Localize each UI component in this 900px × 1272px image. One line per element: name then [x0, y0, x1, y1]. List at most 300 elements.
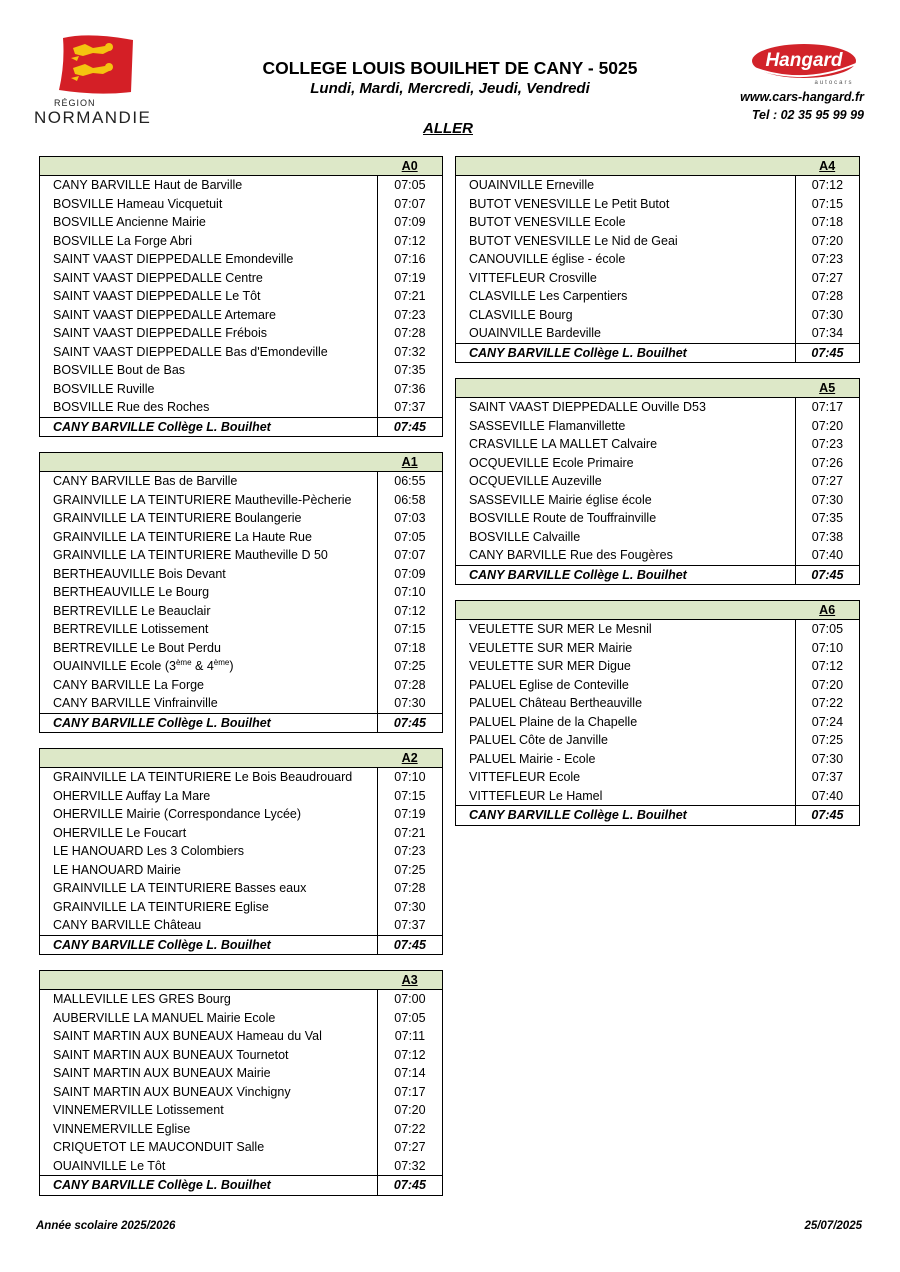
stop-name — [456, 546, 796, 565]
stop-name-text: GRAINVILLE LA TEINTURIERE Mautheville D 50 — [53, 548, 328, 562]
stop-time: 07:35 — [377, 361, 442, 380]
stop-name-text: SAINT VAAST DIEPPEDALLE Emondeville — [53, 252, 294, 266]
stop-name — [40, 620, 378, 639]
stop-time: 07:34 — [795, 324, 859, 343]
stop-time: 07:10 — [377, 768, 442, 787]
stop-row — [40, 898, 443, 917]
stop-time: 07:28 — [377, 879, 442, 898]
stop-row — [40, 676, 443, 695]
stop-row — [40, 694, 443, 713]
stop-row — [456, 491, 860, 510]
stop-name-text: PALUEL Château Bertheauville — [469, 696, 643, 710]
stop-row — [456, 232, 860, 251]
stop-name — [40, 380, 378, 399]
route-table-a4 — [455, 156, 860, 363]
phone-number: Tel : 02 35 95 99 99 — [751, 108, 864, 122]
stop-time: 07:25 — [377, 861, 442, 880]
stop-name-text: BOSVILLE Ruville — [53, 381, 155, 396]
stop-name-text: CANY BARVILLE Bas de Barville — [53, 474, 238, 488]
stop-row — [40, 491, 443, 510]
stop-name — [456, 639, 796, 658]
stop-name — [40, 1046, 378, 1065]
stop-time: 07:19 — [377, 805, 442, 824]
stop-row — [40, 620, 443, 639]
stop-name — [40, 1083, 378, 1102]
stop-row — [456, 676, 860, 695]
stop-time: 07:15 — [795, 195, 859, 214]
stop-row — [40, 361, 443, 380]
stop-name-text: VINNEMERVILLE Lotissement — [53, 1103, 224, 1117]
stop-name — [40, 805, 378, 824]
final-stop-name: CANY BARVILLE Collège L. Bouilhet — [40, 1176, 378, 1196]
stop-time: 07:15 — [377, 787, 442, 806]
stop-name — [456, 176, 796, 195]
stop-time: 07:14 — [377, 1064, 442, 1083]
stop-name-text: PALUEL Plaine de la Chapelle — [469, 714, 638, 729]
stop-row — [40, 1027, 443, 1046]
stop-time: 07:21 — [377, 287, 442, 306]
stop-time: 07:24 — [795, 713, 859, 732]
page-title: COLLEGE LOUIS BOUILHET DE CANY - 5025 — [262, 58, 638, 78]
stop-name — [40, 324, 378, 343]
stop-name — [40, 694, 378, 713]
stop-name — [456, 694, 796, 713]
stop-row — [456, 250, 860, 269]
stop-name-text: MALLEVILLE LES GRES Bourg — [53, 992, 231, 1006]
stop-name — [456, 232, 796, 251]
stop-name — [40, 676, 378, 695]
stop-time: 07:17 — [377, 1083, 442, 1102]
stop-row — [40, 269, 443, 288]
stop-row — [456, 398, 860, 417]
website-link[interactable]: www.cars-hangard.fr — [740, 90, 864, 104]
stop-row — [40, 879, 443, 898]
stop-name — [40, 1138, 378, 1157]
stop-time: 07:37 — [377, 398, 442, 417]
stop-row — [456, 713, 860, 732]
stop-name-text: AUBERVILLE LA MANUEL Mairie Ecole — [53, 1010, 276, 1025]
stop-name — [456, 750, 796, 769]
stop-name-text: GRAINVILLE LA TEINTURIERE Le Bois Beaudrouard — [53, 770, 353, 784]
stop-name — [40, 824, 378, 843]
stop-name — [456, 528, 796, 547]
stop-time: 07:18 — [795, 213, 859, 232]
stop-name-text: BERTREVILLE Le Beauclair — [53, 603, 211, 618]
stop-name-text: LE HANOUARD Les 3 Colombiers — [53, 844, 245, 858]
stop-name-text: BUTOT VENESVILLE Le Petit Butot — [469, 196, 670, 211]
stop-row — [456, 195, 860, 214]
stop-name-text: VITTEFLEUR Ecole — [469, 770, 581, 784]
stop-name-text: BERTHEAUVILLE Le Bourg — [53, 585, 210, 599]
stop-name-text: PALUEL Côte de Janville — [469, 733, 608, 747]
stop-name — [40, 879, 378, 898]
stop-name-text: GRAINVILLE LA TEINTURIERE Mautheville-Pècherie — [53, 492, 352, 507]
stop-time: 07:00 — [377, 990, 442, 1009]
stop-name — [40, 1120, 378, 1139]
hangard-logo-icon — [748, 40, 860, 86]
stop-row — [40, 528, 443, 547]
stop-name-text: BOSVILLE Ancienne Mairie — [53, 215, 206, 229]
stop-row — [40, 1064, 443, 1083]
region-label: RÉGION — [54, 98, 96, 108]
stop-name — [40, 287, 378, 306]
stop-name-text: SAINT VAAST DIEPPEDALLE Artemare — [53, 307, 277, 322]
document-date: 25/07/2025 — [804, 1220, 862, 1232]
stop-name-text: BOSVILLE Hameau Vicquetuit — [53, 196, 223, 211]
stop-name-text: SAINT VAAST DIEPPEDALLE Ouville D53 — [469, 400, 706, 414]
stop-name — [40, 398, 378, 417]
stop-name-text: CANY BARVILLE Vinfrainville — [53, 696, 218, 710]
stop-row — [40, 306, 443, 325]
final-stop-row — [40, 713, 443, 733]
stop-row — [40, 787, 443, 806]
stop-time: 07:30 — [795, 491, 859, 510]
stop-name-text: BERTREVILLE Le Bout Perdu — [53, 640, 221, 655]
stop-time: 07:05 — [377, 1009, 442, 1028]
stop-name-text: CLASVILLE Les Carpentiers — [469, 289, 628, 303]
stop-name — [40, 1064, 378, 1083]
stop-time: 07:15 — [377, 620, 442, 639]
stop-name-text: OUAINVILLE Ecole (3 — [53, 659, 176, 673]
stop-time: 07:05 — [377, 528, 442, 547]
stop-name-text: OCQUEVILLE Ecole Primaire — [469, 455, 634, 470]
stop-row — [456, 176, 860, 195]
stop-name-text: CANY BARVILLE La Forge — [53, 677, 205, 692]
route-code: A4 — [795, 157, 859, 176]
stop-name — [40, 1009, 378, 1028]
stop-time: 07:23 — [377, 842, 442, 861]
stop-name-text: CRIQUETOT LE MAUCONDUIT Salle — [53, 1140, 265, 1154]
stop-name — [456, 454, 796, 473]
stop-name-text: OHERVILLE Auffay La Mare — [53, 788, 211, 803]
stop-row — [456, 787, 860, 806]
stop-row — [456, 528, 860, 547]
stop-name — [40, 213, 378, 232]
stop-time: 07:23 — [377, 306, 442, 325]
stop-row — [456, 546, 860, 565]
stop-name-text: GRAINVILLE LA TEINTURIERE Eglise — [53, 899, 269, 914]
stop-name — [40, 842, 378, 861]
stop-name-text: CANY BARVILLE Château — [53, 918, 202, 932]
final-stop-row — [456, 343, 860, 363]
stop-name — [40, 176, 378, 195]
stop-time: 07:30 — [795, 750, 859, 769]
stop-name-text: GRAINVILLE LA TEINTURIERE La Haute Rue — [53, 529, 312, 544]
route-header — [40, 749, 443, 768]
hangard-brand-text: Hangard — [765, 50, 843, 71]
stop-name-text: ) — [229, 659, 234, 673]
stop-name-text: SAINT MARTIN AUX BUNEAUX Hameau du Val — [53, 1029, 322, 1043]
stop-row — [40, 990, 443, 1009]
final-stop-time: 07:45 — [377, 713, 442, 733]
stop-time: 07:21 — [377, 824, 442, 843]
final-stop-row — [40, 1176, 443, 1196]
stop-name — [456, 417, 796, 436]
stop-name — [40, 639, 378, 658]
stop-name — [456, 213, 796, 232]
stop-time: 07:07 — [377, 195, 442, 214]
stop-row — [40, 639, 443, 658]
stop-name — [40, 602, 378, 621]
stop-name-text: SASSEVILLE Flamanvillette — [469, 418, 626, 433]
route-header — [456, 379, 860, 398]
stop-row — [40, 213, 443, 232]
final-stop-time: 07:45 — [377, 935, 442, 955]
stop-name — [456, 269, 796, 288]
stop-name-text: CRASVILLE LA MALLET Calvaire — [469, 437, 658, 451]
stop-time: 07:17 — [795, 398, 859, 417]
stop-row — [456, 324, 860, 343]
stop-row — [40, 287, 443, 306]
stop-row — [40, 1157, 443, 1176]
stop-time: 07:19 — [377, 269, 442, 288]
superscript: ème — [213, 658, 230, 667]
route-table-a1 — [39, 452, 443, 733]
stop-name — [456, 435, 796, 454]
stop-time: 07:05 — [795, 620, 859, 639]
stop-name-text: VITTEFLEUR Le Hamel — [469, 788, 603, 803]
stop-time: 07:12 — [795, 176, 859, 195]
stop-row — [456, 287, 860, 306]
stop-time: 07:20 — [377, 1101, 442, 1120]
route-table-a6 — [455, 600, 860, 826]
stop-name-text: BERTHEAUVILLE Bois Devant — [53, 566, 226, 581]
stop-time: 06:55 — [377, 472, 442, 491]
stop-time: 07:23 — [795, 435, 859, 454]
final-stop-time: 07:45 — [795, 565, 859, 585]
stop-time: 07:28 — [795, 287, 859, 306]
stop-row — [456, 731, 860, 750]
route-code: A3 — [377, 971, 442, 990]
stop-time: 07:26 — [795, 454, 859, 473]
stop-row — [456, 657, 860, 676]
stop-name-text: CANY BARVILLE Rue des Fougères — [469, 548, 673, 562]
final-stop-time: 07:45 — [795, 343, 859, 363]
stop-name-text: BUTOT VENESVILLE Ecole — [469, 215, 626, 229]
route-header — [40, 453, 443, 472]
stop-name — [40, 232, 378, 251]
stop-name-text: SAINT VAAST DIEPPEDALLE Bas d'Emondeville — [53, 344, 328, 359]
stop-row — [40, 1009, 443, 1028]
stop-name-text: OUAINVILLE Erneville — [469, 178, 595, 192]
route-code: A2 — [377, 749, 442, 768]
stop-time: 07:27 — [795, 269, 859, 288]
stop-time: 07:07 — [377, 546, 442, 565]
stop-time: 07:12 — [377, 602, 442, 621]
stop-time: 07:32 — [377, 343, 442, 362]
final-stop-row — [456, 806, 860, 826]
final-stop-row — [40, 417, 443, 437]
stop-name — [40, 343, 378, 362]
stop-name — [40, 898, 378, 917]
stop-name — [40, 657, 378, 676]
stop-time: 07:22 — [795, 694, 859, 713]
stop-name — [40, 546, 378, 565]
stop-name-text: SASSEVILLE Mairie église école — [469, 492, 652, 507]
stop-row — [40, 1138, 443, 1157]
stop-name — [40, 990, 378, 1009]
stop-name — [40, 768, 378, 787]
final-stop-name: CANY BARVILLE Collège L. Bouilhet — [456, 565, 796, 585]
stop-row — [456, 213, 860, 232]
stop-row — [40, 768, 443, 787]
stop-row — [40, 842, 443, 861]
stop-name — [40, 787, 378, 806]
final-stop-row — [456, 565, 860, 585]
stop-name — [456, 509, 796, 528]
final-stop-name: CANY BARVILLE Collège L. Bouilhet — [40, 713, 378, 733]
stop-time: 07:12 — [377, 1046, 442, 1065]
stop-name — [456, 787, 796, 806]
stop-time: 07:30 — [377, 898, 442, 917]
stop-row — [456, 750, 860, 769]
stop-time: 07:32 — [377, 1157, 442, 1176]
stop-name-text: SAINT VAAST DIEPPEDALLE Le Tôt — [53, 289, 261, 303]
stop-time: 07:10 — [795, 639, 859, 658]
stop-name — [456, 250, 796, 269]
stop-name-text: LE HANOUARD Mairie — [53, 862, 181, 877]
route-code: A0 — [377, 157, 442, 176]
stop-name-text: VITTEFLEUR Crosville — [469, 270, 597, 285]
stop-row — [456, 509, 860, 528]
title-block — [200, 58, 700, 97]
stop-name-text: SAINT VAAST DIEPPEDALLE Centre — [53, 270, 263, 285]
region-normandie-logo — [34, 34, 154, 126]
stop-time: 07:20 — [795, 676, 859, 695]
stop-name-text: OHERVILLE Le Foucart — [53, 825, 187, 840]
stop-name — [40, 361, 378, 380]
stop-name — [40, 269, 378, 288]
direction-label: ALLER — [423, 120, 473, 137]
stop-time: 07:40 — [795, 787, 859, 806]
stop-time: 07:12 — [377, 232, 442, 251]
stop-time: 07:35 — [795, 509, 859, 528]
stop-name-text: OUAINVILLE Bardeville — [469, 326, 602, 340]
superscript: ème — [175, 658, 192, 667]
stop-time: 07:20 — [795, 232, 859, 251]
stop-time: 07:30 — [377, 694, 442, 713]
final-stop-name: CANY BARVILLE Collège L. Bouilhet — [40, 935, 378, 955]
stop-name-text: OHERVILLE Mairie (Correspondance Lycée) — [53, 807, 302, 821]
stop-name-text: BOSVILLE Bout de Bas — [53, 363, 186, 377]
stop-row — [40, 250, 443, 269]
stop-name — [456, 676, 796, 695]
stop-name-text: GRAINVILLE LA TEINTURIERE Basses eaux — [53, 881, 307, 895]
stop-time: 07:37 — [795, 768, 859, 787]
stop-row — [456, 639, 860, 658]
stop-name — [40, 472, 378, 491]
stop-name-text: OCQUEVILLE Auzeville — [469, 474, 602, 488]
stop-name — [40, 491, 378, 510]
stop-name-text: CLASVILLE Bourg — [469, 307, 573, 322]
stop-time: 07:27 — [795, 472, 859, 491]
final-stop-row — [40, 935, 443, 955]
route-code: A5 — [795, 379, 859, 398]
stop-row — [40, 1120, 443, 1139]
stop-name-text: PALUEL Mairie - Ecole — [469, 751, 596, 766]
stop-row — [40, 324, 443, 343]
stop-name — [40, 1157, 378, 1176]
stop-time: 07:12 — [795, 657, 859, 676]
stop-name-text: VEULETTE SUR MER Mairie — [469, 640, 633, 655]
route-table-a0 — [39, 156, 443, 437]
stop-time: 07:09 — [377, 565, 442, 584]
stop-name-text: BERTREVILLE Lotissement — [53, 622, 209, 636]
stop-row — [456, 620, 860, 639]
stop-time: 07:22 — [377, 1120, 442, 1139]
stop-time: 07:10 — [377, 583, 442, 602]
stop-name-text: & 4 — [191, 659, 214, 673]
final-stop-time: 07:45 — [377, 1176, 442, 1196]
stop-row — [40, 805, 443, 824]
stop-name — [456, 398, 796, 417]
stop-row — [40, 602, 443, 621]
stop-name-text: SAINT VAAST DIEPPEDALLE Frébois — [53, 326, 267, 340]
stop-name — [40, 306, 378, 325]
stop-row — [40, 343, 443, 362]
stop-time: 07:37 — [377, 916, 442, 935]
stop-name-text: BOSVILLE Calvaille — [469, 529, 581, 544]
stop-row — [456, 417, 860, 436]
final-stop-time: 07:45 — [795, 806, 859, 826]
stop-time: 07:11 — [377, 1027, 442, 1046]
stop-name — [456, 287, 796, 306]
stop-time: 07:40 — [795, 546, 859, 565]
stop-name-text: VINNEMERVILLE Eglise — [53, 1121, 191, 1136]
stop-name — [456, 731, 796, 750]
stop-time: 07:16 — [377, 250, 442, 269]
stop-row — [40, 232, 443, 251]
stop-name-text: SAINT MARTIN AUX BUNEAUX Tournetot — [53, 1047, 289, 1062]
stop-row — [40, 1046, 443, 1065]
stop-row — [40, 195, 443, 214]
stop-name-text: SAINT MARTIN AUX BUNEAUX Vinchigny — [53, 1084, 291, 1099]
stop-time: 07:38 — [795, 528, 859, 547]
stop-name — [456, 491, 796, 510]
hangard-autocars-text: autocars — [814, 80, 854, 86]
stop-time: 07:25 — [795, 731, 859, 750]
stop-name — [456, 657, 796, 676]
final-stop-name: CANY BARVILLE Collège L. Bouilhet — [40, 417, 378, 437]
stop-name-text: SAINT MARTIN AUX BUNEAUX Mairie — [53, 1066, 271, 1080]
stop-row — [40, 472, 443, 491]
stop-row — [40, 546, 443, 565]
stop-name-text: VEULETTE SUR MER Digue — [469, 659, 631, 673]
stop-name — [40, 565, 378, 584]
stop-row — [40, 1101, 443, 1120]
stop-time: 07:36 — [377, 380, 442, 399]
stop-row — [40, 1083, 443, 1102]
stop-name-text: GRAINVILLE LA TEINTURIERE Boulangerie — [53, 511, 302, 525]
stop-name — [40, 195, 378, 214]
stop-time: 07:25 — [377, 657, 442, 676]
stop-name — [40, 861, 378, 880]
stop-name-text: BOSVILLE Route de Touffrainville — [469, 511, 657, 525]
stop-name — [40, 509, 378, 528]
normandy-flag-icon — [49, 34, 133, 98]
stop-name — [40, 1101, 378, 1120]
stop-name — [40, 916, 378, 935]
final-stop-name: CANY BARVILLE Collège L. Bouilhet — [456, 806, 796, 826]
stop-row — [456, 768, 860, 787]
route-code: A1 — [377, 453, 442, 472]
stop-row — [40, 398, 443, 417]
stop-time: 07:23 — [795, 250, 859, 269]
school-year: Année scolaire 2025/2026 — [36, 1220, 176, 1232]
route-code: A6 — [795, 601, 859, 620]
final-stop-name: CANY BARVILLE Collège L. Bouilhet — [456, 343, 796, 363]
stop-name — [456, 768, 796, 787]
